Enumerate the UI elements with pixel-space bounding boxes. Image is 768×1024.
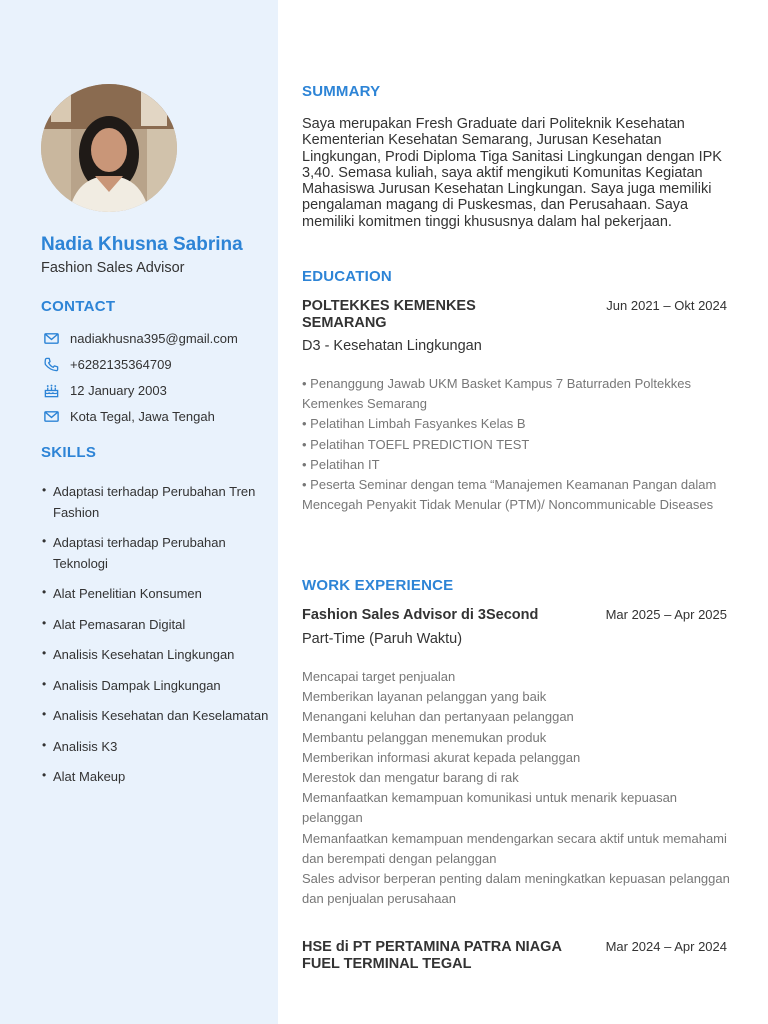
job-detail-item: Sales advisor berperan penting dalam meningkatkan kepuasan pelanggan dan penjualan perusahaan [302, 871, 730, 907]
education-degree: D3 - Kesehatan Lingkungan [302, 338, 482, 354]
skill-item: • Alat Penelitian Konsumen [42, 584, 270, 605]
summary-text: Saya merupakan Fresh Graduate dari Politeknik Kesehatan Kementerian Kesehatan Semarang, Jurusan Kesehatan Lingkungan, Prodi Diploma Tiga Sanitasi Lingkungan dengan IPK 3,40. Semasa kuliah, saya aktif mengikuti Komunitas Kegiatan Mahasiswa Jurusan Kesehatan Lingkungan. Saya juga memiliki pengalaman magang di Puskesmas, dan Perusahaan. Saya memiliki komitmen tinggi khususnya dalam hal pekerjaan. [302, 116, 722, 230]
education-dates: Jun 2021 – Okt 2024 [606, 298, 727, 313]
education-detail-item: • Peserta Seminar dengan tema “Manajemen Keamanan Pangan dalam Mencegah Penyakit Tidak Menular (PTM)/ Noncommunicable Diseases [302, 477, 717, 513]
skill-item: • Adaptasi terhadap Perubahan Teknologi [42, 533, 270, 574]
skills-heading: SKILLS [41, 444, 97, 461]
education-heading: EDUCATION [302, 268, 392, 285]
job-title: Fashion Sales Advisor di 3Second [302, 607, 539, 623]
contact-email-text[interactable]: nadiakhusna395@gmail.com [70, 330, 238, 346]
email-icon [42, 329, 60, 347]
contact-birthday [42, 380, 167, 400]
contact-address-text: Kota Tegal, Jawa Tengah [70, 408, 215, 424]
job-detail-item: Menangani keluhan dan pertanyaan pelanggan [302, 709, 574, 725]
skill-item: • Analisis K3 [42, 737, 270, 758]
contact-phone [42, 354, 172, 374]
skill-item: • Analisis Kesehatan dan Keselamatan [42, 706, 270, 727]
job-detail-item: Memanfaatkan kemampuan mendengarkan secara aktif untuk memahami dan berempati dengan pelanggan [302, 830, 727, 866]
phone-icon [42, 355, 60, 373]
job-detail-item: Memanfaatkan kemampuan komunikasi untuk menarik kepuasan pelanggan [302, 790, 678, 826]
education-detail-item: • Penanggung Jawab UKM Basket Kampus 7 Baturraden Poltekkes Kemenkes Semarang [302, 376, 691, 412]
education-detail-item: • Pelatihan TOEFL PREDICTION TEST [302, 436, 530, 452]
contact-birthday-text: 12 January 2003 [70, 382, 167, 398]
person-role: Fashion Sales Advisor [41, 260, 185, 276]
skills-list [42, 482, 270, 788]
job-details [302, 667, 732, 909]
education-details [302, 374, 732, 515]
sidebar [0, 0, 278, 1024]
profile-photo [41, 84, 177, 212]
contact-email [42, 328, 238, 348]
skill-item: • Alat Makeup [42, 767, 270, 788]
job-title: HSE di PT PERTAMINA PATRA NIAGA FUEL TERMINAL TEGAL [302, 939, 562, 972]
address-icon [42, 407, 60, 425]
education-institution: POLTEKKES KEMENKES SEMARANG [302, 298, 476, 331]
person-name: Nadia Khusna Sabrina [41, 234, 243, 255]
work-heading: WORK EXPERIENCE [302, 577, 454, 594]
contact-address [42, 406, 215, 426]
profile-photo-image [41, 84, 177, 212]
job-detail-item: Memberikan informasi akurat kepada pelanggan [302, 749, 581, 765]
education-detail-item: • Pelatihan Limbah Fasyankes Kelas B [302, 416, 526, 432]
contact-heading: CONTACT [41, 298, 116, 315]
job-type: Part-Time (Paruh Waktu) [302, 631, 463, 647]
birthday-cake-icon [42, 381, 60, 399]
skill-item: • Adaptasi terhadap Perubahan Tren Fashion [42, 482, 270, 523]
skill-item: • Analisis Dampak Lingkungan [42, 676, 270, 697]
job-detail-item: Membantu pelanggan menemukan produk [302, 729, 547, 745]
job-detail-item: Mencapai target penjualan [302, 669, 456, 684]
skill-item: • Alat Pemasaran Digital [42, 615, 270, 636]
job-dates: Mar 2024 – Apr 2024 [605, 939, 727, 954]
skill-item: • Analisis Kesehatan Lingkungan [42, 645, 270, 666]
education-detail-item: • Pelatihan IT [302, 456, 380, 472]
summary-heading: SUMMARY [302, 83, 381, 100]
job-dates: Mar 2025 – Apr 2025 [605, 607, 727, 622]
contact-phone-text[interactable]: +6282135364709 [70, 356, 172, 372]
job-detail-item: Memberikan layanan pelanggan yang baik [302, 689, 547, 705]
job-detail-item: Merestok dan mengatur barang di rak [302, 770, 519, 786]
